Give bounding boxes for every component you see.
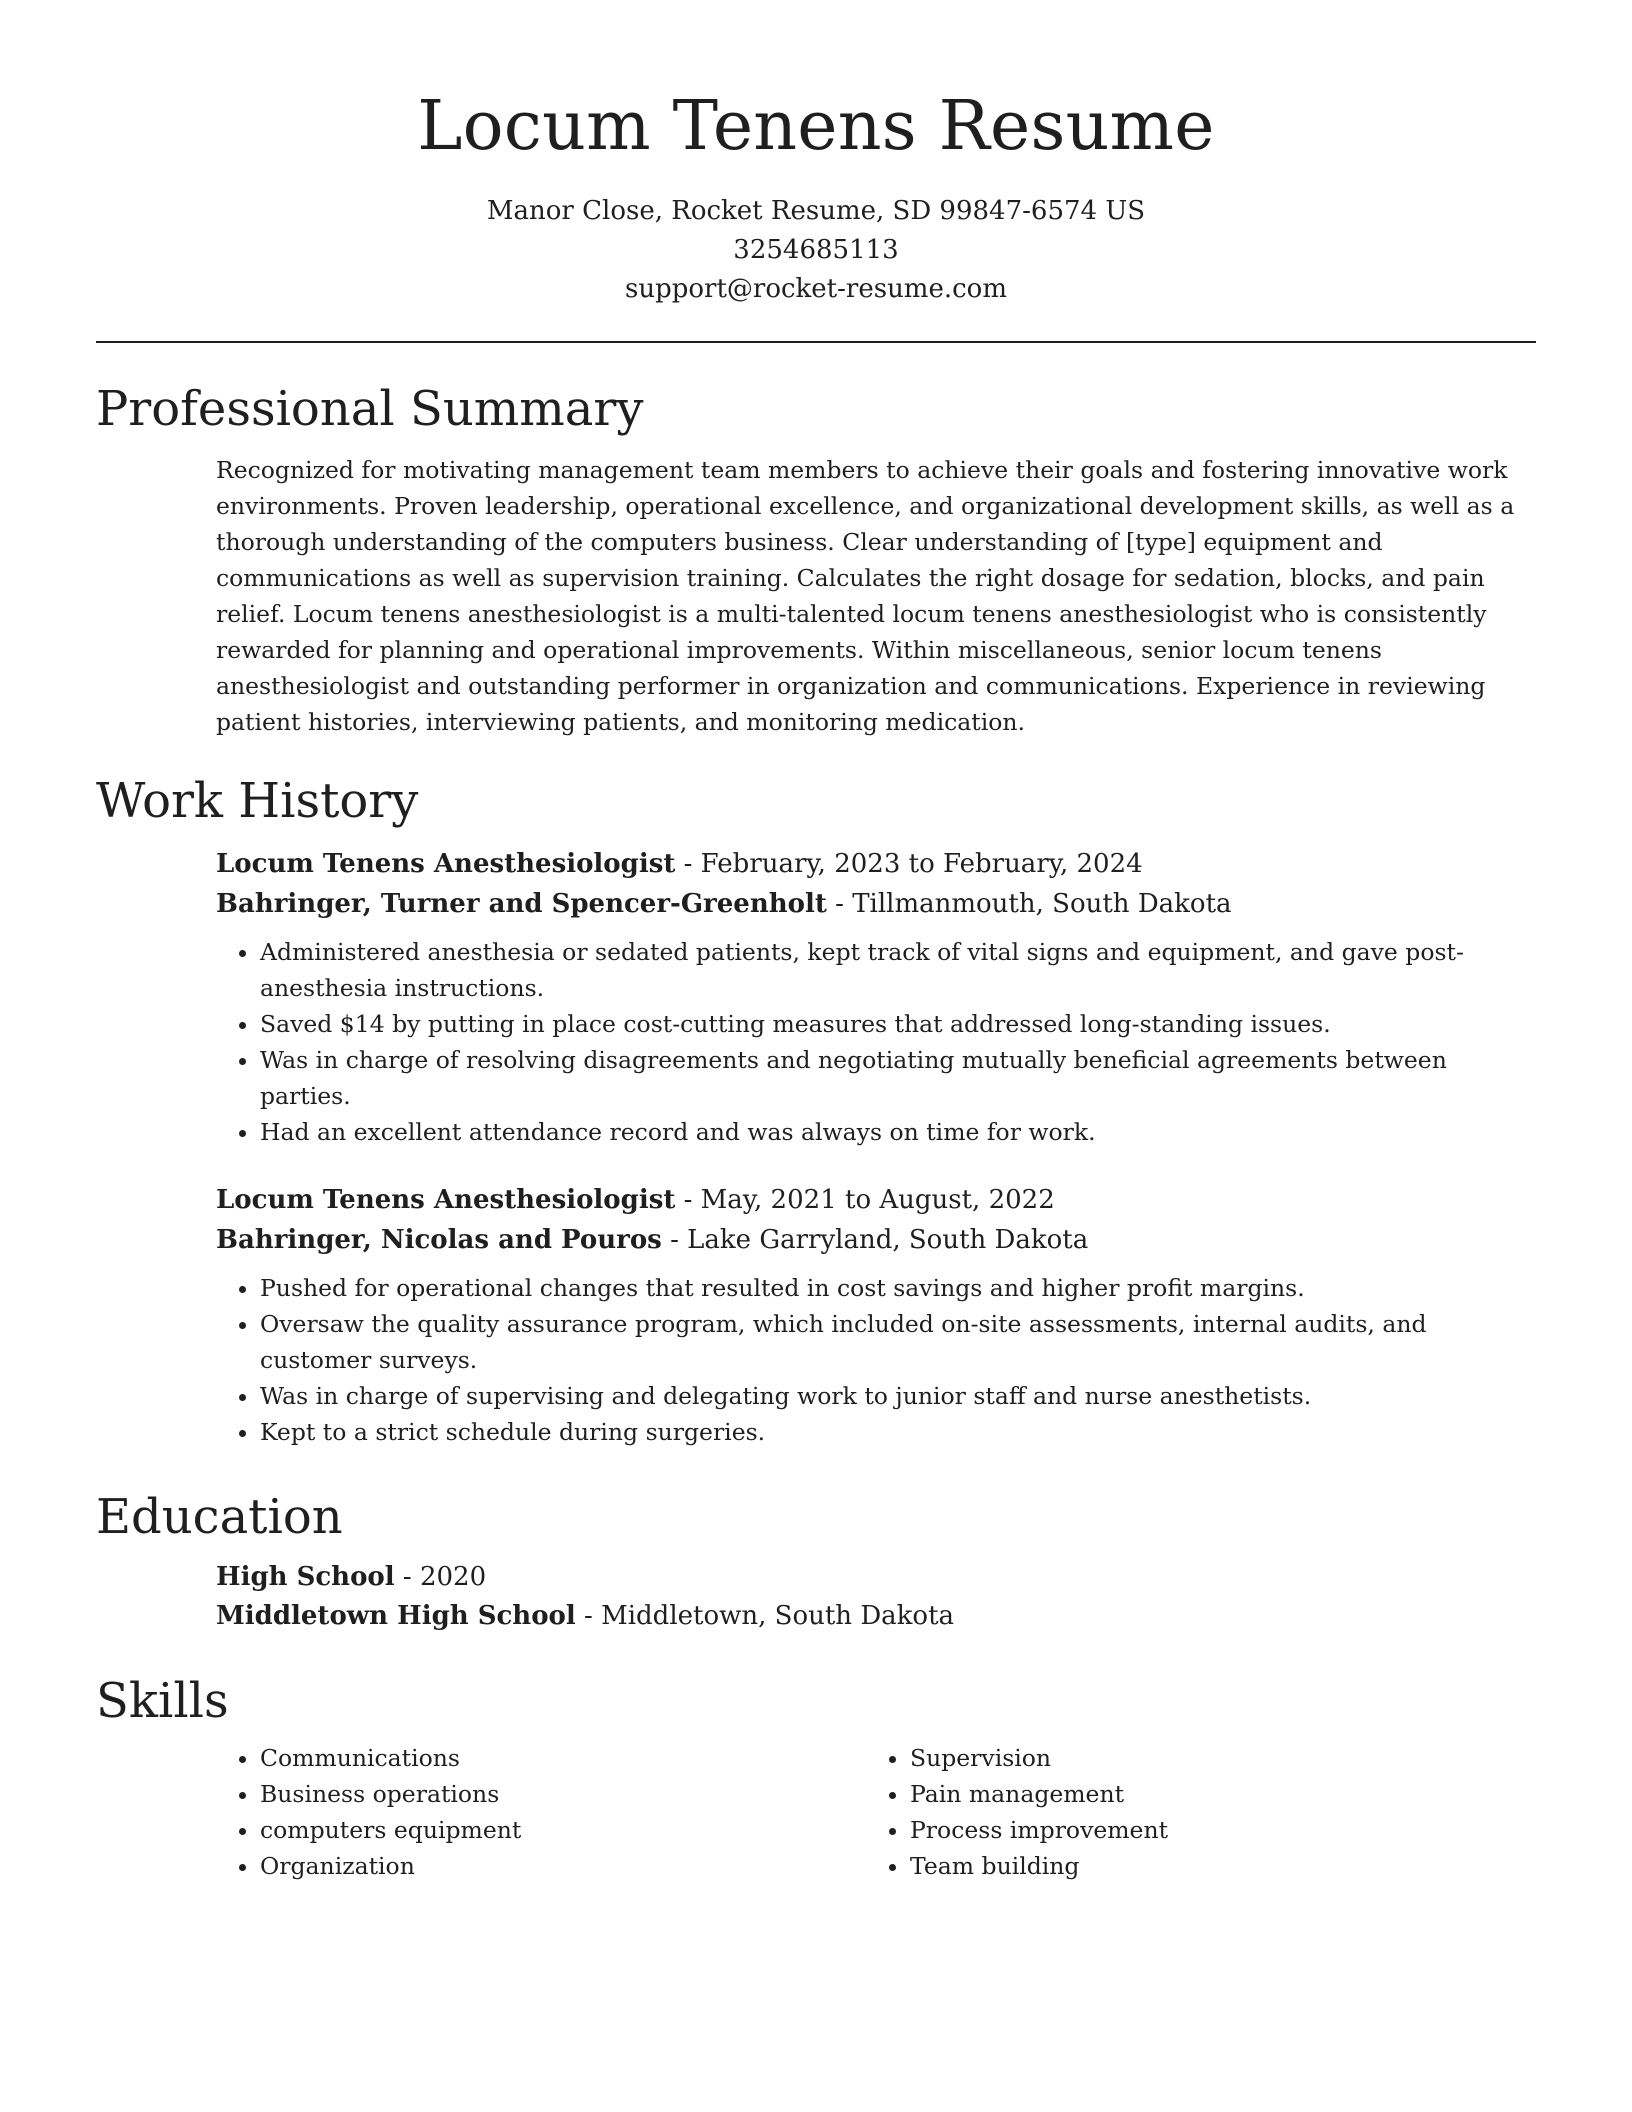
education-location: - Middletown, South Dakota (575, 1601, 955, 1631)
education-degree-line (216, 1558, 1536, 1597)
list-item: • Kept to a strict schedule during surgeries. (260, 1414, 1536, 1450)
skill-item: • Process improvement (910, 1812, 1516, 1848)
contact-block (96, 192, 1536, 309)
skill-item: • Team building (910, 1848, 1516, 1884)
list-item: • Administered anesthesia or sedated patients, kept track of vital signs and equipment, and gave post-anesthesia instructions. (260, 934, 1536, 1006)
list-item: • Was in charge of resolving disagreements and negotiating mutually beneficial agreements between parties. (260, 1042, 1536, 1114)
summary-section (96, 378, 1536, 740)
job-company-line (216, 884, 1536, 924)
job-company: Bahringer, Nicolas and Pouros (216, 1225, 662, 1255)
job-location: - Lake Garryland, South Dakota (661, 1225, 1089, 1255)
job-bullets (216, 934, 1536, 1150)
education-year: - 2020 (394, 1562, 487, 1592)
list-item: • Had an excellent attendance record and was always on time for work. (260, 1114, 1536, 1150)
education-section (96, 1486, 1536, 1636)
skills-column-left (216, 1740, 866, 1884)
job-title-line (216, 1180, 1536, 1220)
list-item: • Was in charge of supervising and delegating work to junior staff and nurse anesthetists. (260, 1378, 1536, 1414)
job-dates: - May, 2021 to August, 2022 (675, 1185, 1055, 1215)
list-item: • Pushed for operational changes that resulted in cost savings and higher profit margins. (260, 1270, 1536, 1306)
work-section (96, 770, 1536, 1450)
education-school: Middletown High School (216, 1601, 576, 1631)
education-degree: High School (216, 1562, 395, 1592)
header-divider (96, 341, 1536, 343)
email: support@rocket-resume.com (624, 274, 1007, 304)
skill-item: • computers equipment (260, 1812, 866, 1848)
skill-item: • Supervision (910, 1740, 1516, 1776)
work-heading: Work History (96, 773, 419, 829)
skills-column-right (866, 1740, 1516, 1884)
skill-item: • Pain management (910, 1776, 1516, 1812)
summary-text: Recognized for motivating management team members to achieve their goals and fostering innovative work environments. Proven leadership, operational excellence, and organizational development skills, as well as a thorough understanding of the computers business. Clear understanding of [type] equipment and communications as well as supervision training. Calculates the right dosage for sedation, blocks, and pain relief. Locum tenens anesthesiologist is a multi-talented locum tenens anesthesiologist who is consistently rewarded for planning and operational improvements. Within miscellaneous, senior locum tenens anesthesiologist and outstanding performer in organization and communications. Experience in reviewing patient histories, interviewing patients, and monitoring medication. (216, 456, 1515, 736)
job-company: Bahringer, Turner and Spencer-Greenholt (216, 889, 827, 919)
job-location: - Tillmanmouth, South Dakota (826, 889, 1232, 919)
job-role: Locum Tenens Anesthesiologist (216, 1185, 676, 1215)
list-item: • Oversaw the quality assurance program, which included on-site assessments, internal audits, and customer surveys. (260, 1306, 1536, 1378)
skills-heading: Skills (96, 1673, 229, 1729)
education-school-line (216, 1597, 1536, 1636)
job-role: Locum Tenens Anesthesiologist (216, 849, 676, 879)
summary-heading: Professional Summary (96, 381, 644, 437)
phone: 3254685113 (733, 235, 899, 265)
skill-item: • Communications (260, 1740, 866, 1776)
address: Manor Close, Rocket Resume, SD 99847-6574 US (486, 196, 1146, 226)
list-item: • Saved $14 by putting in place cost-cutting measures that addressed long-standing issues. (260, 1006, 1536, 1042)
job-title-line (216, 844, 1536, 884)
job-company-line (216, 1220, 1536, 1260)
skill-item: • Business operations (260, 1776, 866, 1812)
resume-header (96, 82, 1536, 309)
job-bullets (216, 1270, 1536, 1450)
skills-list (216, 1740, 1536, 1884)
job-entry (216, 844, 1536, 1150)
job-dates: - February, 2023 to February, 2024 (675, 849, 1143, 879)
skill-item: • Organization (260, 1848, 866, 1884)
education-heading: Education (96, 1489, 343, 1545)
resume-title: Locum Tenens Resume (417, 87, 1215, 166)
job-entry (216, 1180, 1536, 1450)
skills-section (96, 1670, 1536, 1884)
